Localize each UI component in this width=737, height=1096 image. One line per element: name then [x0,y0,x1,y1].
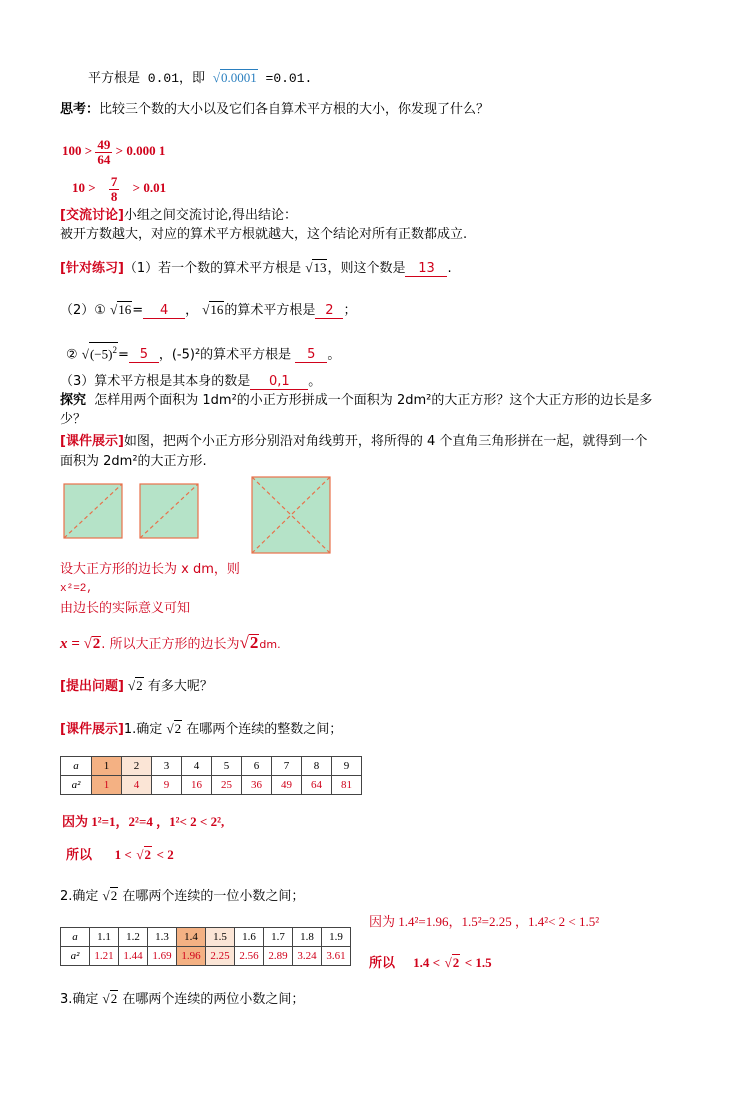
radical-expression: √0.0001 [212,70,257,85]
courseware-show-2: [课件展示]1.确定 √2 在哪两个连续的整数之间； [60,721,343,737]
answer-blank: 4 [143,303,185,319]
table-row-a-squared: a² 1 4 9 16 25 36 49 64 81 [61,776,362,795]
think-question: 思考：比较三个数的大小以及它们各自算术平方根的大小，你发现了什么？ [60,102,490,117]
small-square-1 [64,484,122,538]
answer-blank: 13 [405,261,447,277]
comparison-1: 100 > $\frac{49}{64}$ > 0.000 1 [62,136,166,167]
conclusion-decimals: 所以 1.4 < √2 < 1.5 [369,955,492,971]
because-integers: 因为 1²=1，2²=4 ，1²< 2 < 2², [62,814,225,829]
step-3: 3.确定 √2 在哪两个连续的两位小数之间； [60,991,305,1007]
table-row-a: a 1.1 1.2 1.3 1.4 1.5 1.6 1.7 1.8 1.9 [61,928,351,947]
side-length-line-2: x²=2, [60,583,94,595]
conclusion-integers: 所以 1 < √2 < 2 [66,847,174,863]
large-square [251,476,333,556]
answer-blank: 5 [295,347,327,363]
answer-blank: 5 [129,347,159,363]
integer-squares-table [60,756,362,795]
explore-question-cont: 少？ [60,412,87,427]
courseware-show-1: [课件展示]如图，把两个小正方形分别沿对角线剪开，将所得的 4 个直角三角形拼在一起，就得到一个 [60,434,648,449]
explore-question: 探究 怎样用两个面积为 1dm²的小正方形拼成一个面积为 2dm²的大正方形？这个大正方形的边长是多 [60,393,653,408]
fraction-49-64: $\frac{49}{64}$ [97,136,111,167]
side-length-line-1: 设大正方形的边长为 x dm，则 [60,562,240,577]
answer-blank: 0,1 [250,374,308,390]
comparison-2: 10 > $\frac{7}{8}$ > 0.01 [72,173,167,204]
side-length-line-3: 由边长的实际意义可知 [60,601,191,616]
practice-1: [针对练习]（1）若一个数的算术平方根是 √13，则这个数是 13 . [60,260,452,276]
table-row-a: a 1 2 3 4 5 6 7 8 9 [61,757,362,776]
side-length-result: x = √2. 所以大正方形的边长为√2dm. [60,633,281,652]
discussion-heading: [交流讨论]小组之间交流讨论,得出结论： [60,208,298,223]
table-row-a-squared: a² 1.21 1.44 1.69 1.96 2.25 2.56 2.89 3.24 3.61 [61,947,351,966]
small-square-2 [140,484,198,538]
practice-3: （3）算术平方根是其本身的数是 0,1 。 [60,374,322,389]
practice-2b: ② $√(-5)^2= 5$ ，(-5)²的算术平方根是 5 。 [66,342,340,364]
fraction-7-8: $\frac{7}{8}$ [110,173,118,204]
line-square-root-result: 平方根是 0.01，即 √0.0001 =0.01. [88,70,313,86]
because-decimals: 因为 1.4²=1.96，1.5²=2.25 ，1.4²< 2 < 1.5² [369,914,600,929]
discussion-conclusion: 被开方数越大，对应的算术平方根就越大，这个结论对所有正数都成立. [60,227,468,242]
step-2: 2.确定 √2 在哪两个连续的一位小数之间； [60,888,305,904]
answer-blank: 2 [315,303,343,319]
courseware-show-1-cont: 面积为 2dm²的大正方形. [60,454,207,469]
practice-2: （2）① √16= 4 ， √16的算术平方根是 2 ； [60,302,357,318]
decimal-squares-table [60,927,351,966]
raise-question: [提出问题] √2 有多大呢？ [60,678,213,694]
